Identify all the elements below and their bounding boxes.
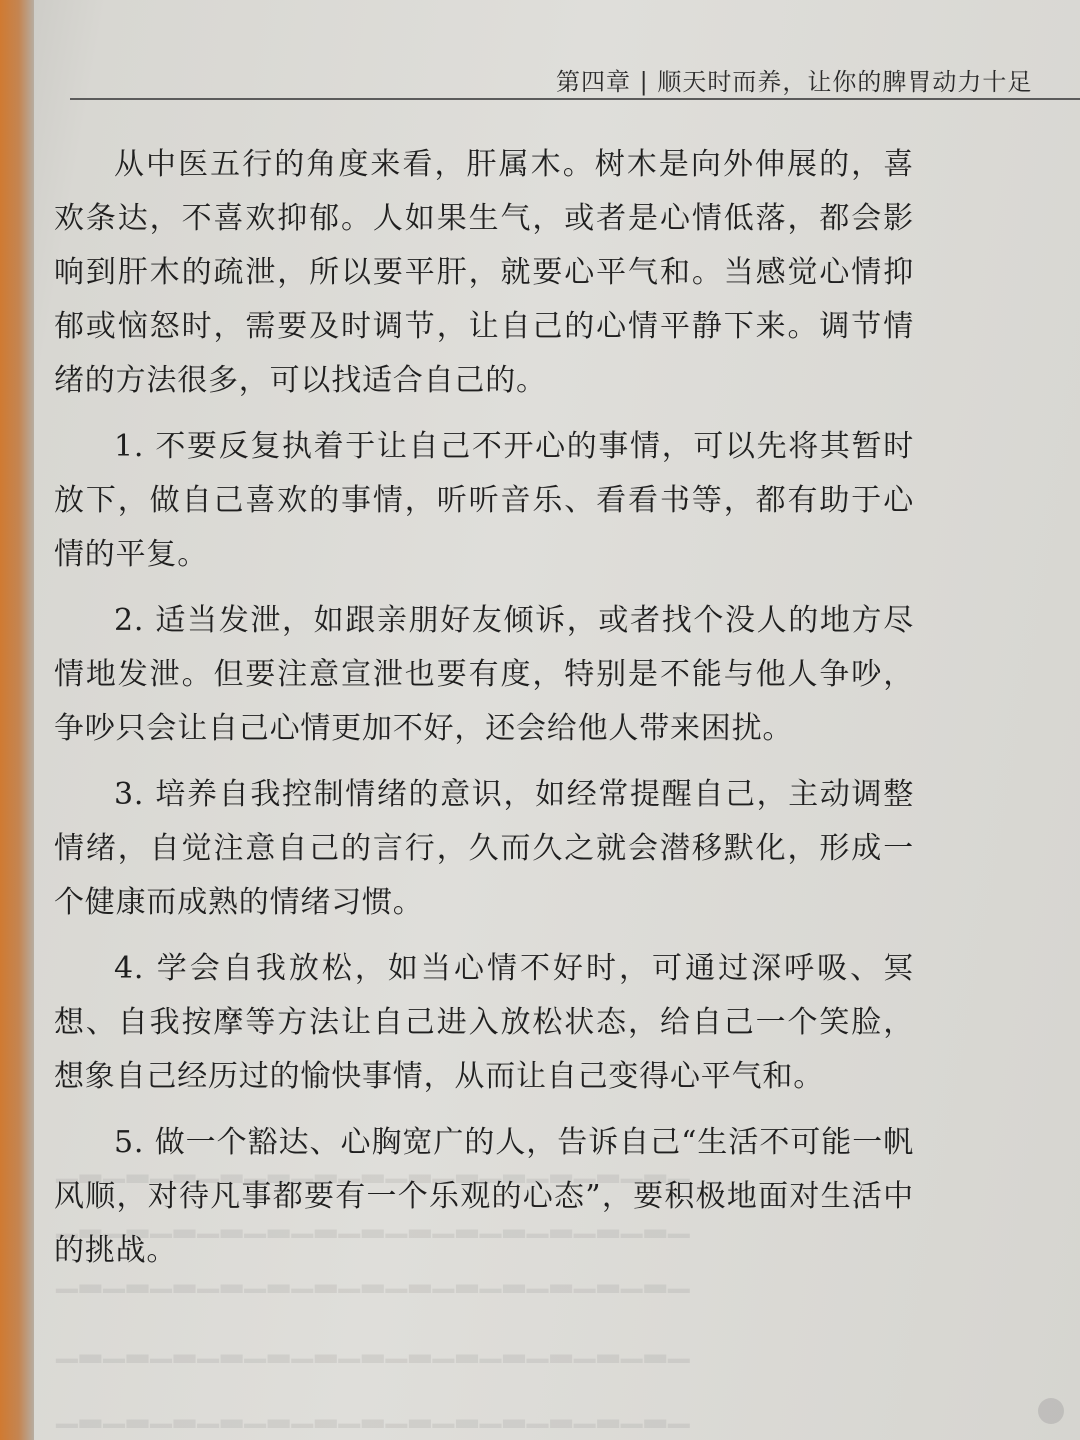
page-edge [0, 0, 34, 1440]
bleed-through-line: ▁▂▁▂▁▂▁▂▁▂▁▂▁▂▁▂▁▂▁▂▁▂▁▂▁▂▁ [56, 1260, 692, 1293]
bleed-through-line: ▁▂▁▂▁▂▁▂▁▂▁▂▁▂▁▂▁▂▁▂▁▂▁▂▁▂▁ [56, 1395, 692, 1428]
body-text [54, 138, 914, 1290]
paragraph-item-2: 2. 适当发泄，如跟亲朋好友倾诉，或者找个没人的地方尽情地发泄。但要注意宣泄也要有度，特别是不能与他人争吵，争吵只会让自己心情更加不好，还会给他人带来困扰。 [54, 603, 914, 746]
paragraph-item-4: 4. 学会自我放松，如当心情不好时，可通过深呼吸、冥想、自我按摩等方法让自己进入放松状态，给自己一个笑脸，想象自己经历过的愉快事情，从而让自己变得心平气和。 [54, 951, 914, 1094]
paragraph-item-3: 3. 培养自我控制情绪的意识，如经常提醒自己，主动调整情绪，自觉注意自己的言行，久而久之就会潜移默化，形成一个健康而成熟的情绪习惯。 [54, 777, 914, 920]
paragraph-item-5: 5. 做一个豁达、心胸宽广的人，告诉自己“生活不可能一帆风顺，对待凡事都要有一个乐观的心态”，要积极地面对生活中的挑战。 [54, 1125, 914, 1268]
chapter-title: 第四章 | 顺天时而养，让你的脾胃动力十足 [556, 68, 1033, 96]
paragraph-intro: 从中医五行的角度来看，肝属木。树木是向外伸展的，喜欢条达，不喜欢抑郁。人如果生气，或者是心情低落，都会影响到肝木的疏泄，所以要平肝，就要心平气和。当感觉心情抑郁或恼怒时，需要及时调节，让自己的心情平静下来。调节情绪的方法很多，可以找适合自己的。 [54, 147, 914, 398]
bleed-through-line: ▁▂▁▂▁▂▁▂▁▂▁▂▁▂▁▂▁▂▁▂▁▂▁▂▁▂▁ [56, 1330, 692, 1363]
bleed-through-line: ▁▂▁▂▁▂▁▂▁▂▁▂▁▂▁▂▁▂▁▂▁▂▁▂▁▂▁ [56, 1150, 692, 1183]
paragraph-item-1: 1. 不要反复执着于让自己不开心的事情，可以先将其暂时放下，做自己喜欢的事情，听听音乐、看看书等，都有助于心情的平复。 [54, 429, 914, 572]
watermark-icon [1038, 1398, 1064, 1424]
running-header [70, 58, 1080, 100]
bleed-through-line: ▁▂▁▂▁▂▁▂▁▂▁▂▁▂▁▂▁▂▁▂▁▂▁▂▁▂▁ [56, 1205, 692, 1238]
